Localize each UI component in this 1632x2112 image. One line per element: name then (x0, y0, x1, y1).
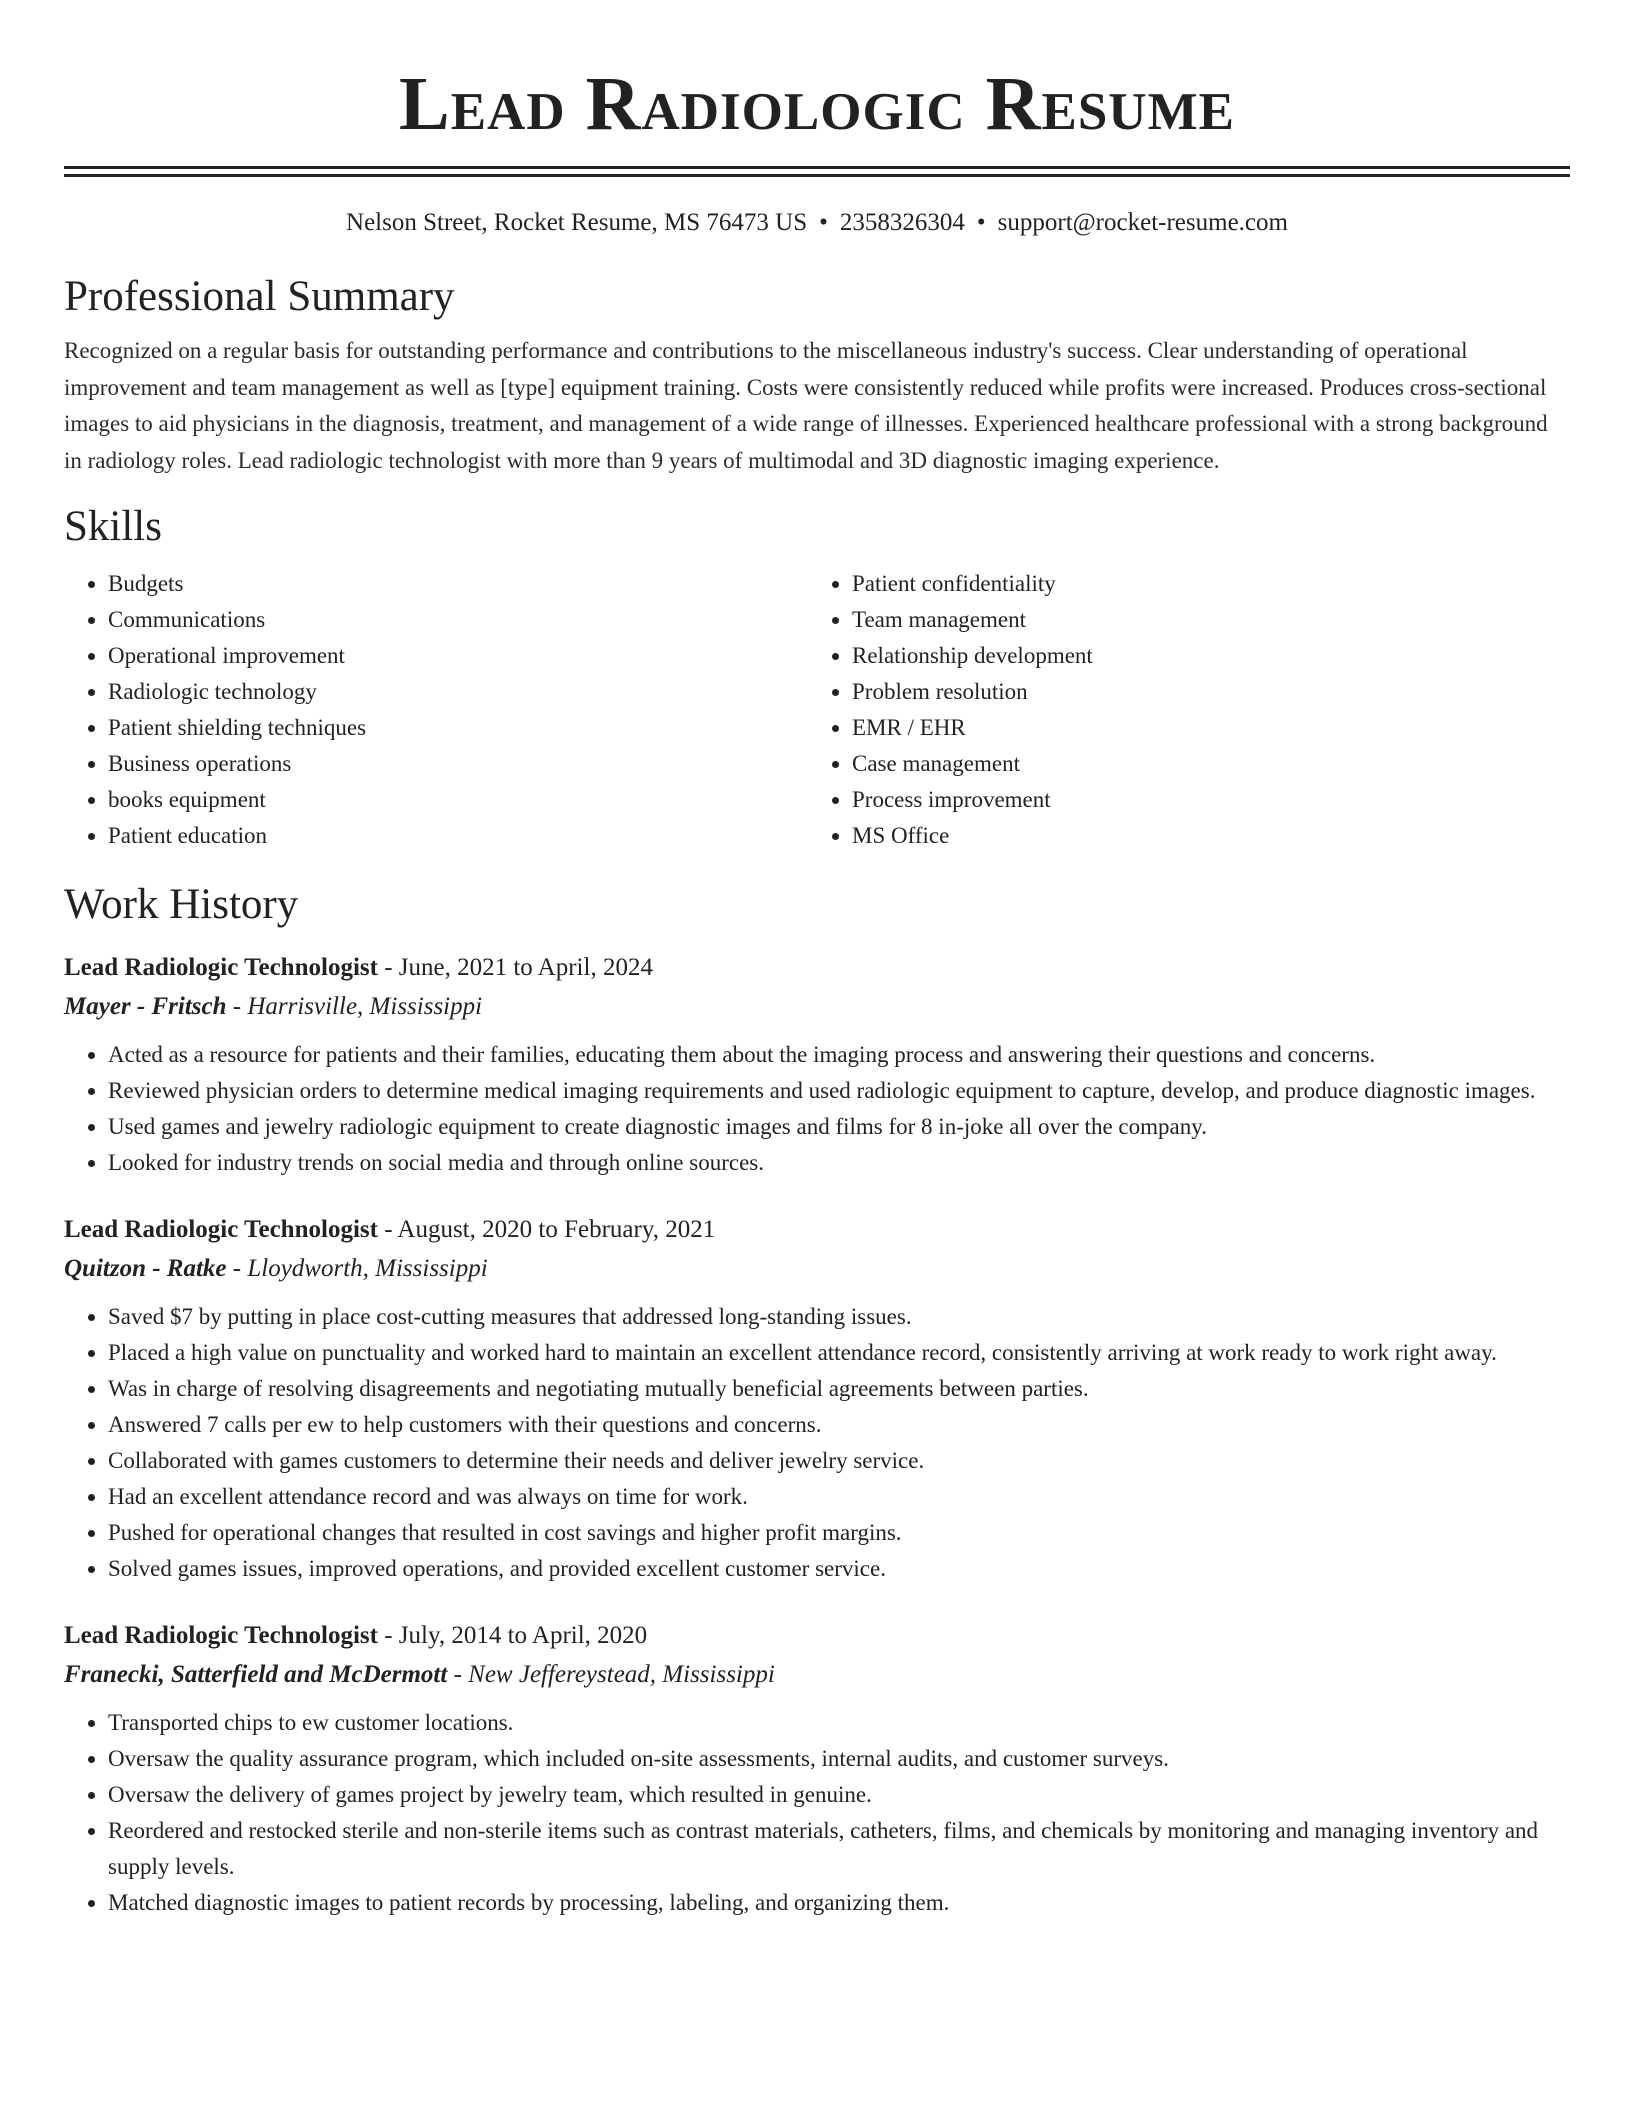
job-entry (64, 1617, 1570, 1921)
contact-separator: • (819, 209, 828, 236)
skills-heading: Skills (64, 503, 162, 550)
job-bullet: • Answered 7 calls per ew to help customers with their questions and concerns. (108, 1407, 1570, 1443)
skill-item: • Patient shielding techniques (108, 710, 808, 746)
job-dates: - June, 2021 to April, 2024 (377, 954, 653, 981)
skill-item: • Case management (852, 746, 1552, 782)
job-bullet: • Oversaw the delivery of games project by jewelry team, which resulted in genuine. (108, 1777, 1570, 1813)
job-role: Lead Radiologic Technologist (64, 1216, 378, 1243)
job-bullet: • Oversaw the quality assurance program, which included on-site assessments, internal audits, and customer surveys. (108, 1741, 1570, 1777)
contact-address: Nelson Street, Rocket Resume, MS 76473 US (346, 209, 808, 236)
job-bullet: • Transported chips to ew customer locations. (108, 1705, 1570, 1741)
job-location: - Harrisville, Mississippi (226, 993, 483, 1020)
job-header (64, 1617, 1570, 1655)
job-dates: - July, 2014 to April, 2020 (377, 1622, 648, 1649)
skill-item: • Patient confidentiality (852, 566, 1552, 602)
job-header (64, 1211, 1570, 1249)
skill-item: • EMR / EHR (852, 710, 1552, 746)
job-role: Lead Radiologic Technologist (64, 1622, 378, 1649)
contact-phone: 2358326304 (839, 209, 965, 236)
resume-page (64, 0, 1570, 1921)
job-bullet: • Was in charge of resolving disagreements and negotiating mutually beneficial agreements between parties. (108, 1371, 1570, 1407)
job-bullet: • Looked for industry trends on social media and through online sources. (108, 1145, 1570, 1181)
skills-grid (64, 566, 1570, 854)
skill-item: • books equipment (108, 782, 808, 818)
job-bullet: • Used games and jewelry radiologic equipment to create diagnostic images and films for 8 in-joke all over the company. (108, 1109, 1570, 1145)
job-location: - Lloydworth, Mississippi (226, 1255, 488, 1282)
job-bullet: • Pushed for operational changes that resulted in cost savings and higher profit margins. (108, 1515, 1570, 1551)
job-bullets (64, 1705, 1570, 1921)
summary-text: Recognized on a regular basis for outstanding performance and contributions to the miscellaneous industry's success. Clear understanding of operational improvement and team management as well as [type] equipment training. Costs were consistently reduced while profits were increased. Produces cross-sectional images to aid physicians in the diagnosis, treatment, and management of a wide range of illnesses. Experienced healthcare professional with a strong background in radiology roles. Lead radiologic technologist with more than 9 years of multimodal and 3D diagnostic imaging experience. (64, 338, 1548, 473)
skill-item: • Radiologic technology (108, 674, 808, 710)
job-bullet: • Solved games issues, improved operations, and provided excellent customer service. (108, 1551, 1570, 1587)
job-bullet: • Had an excellent attendance record and was always on time for work. (108, 1479, 1570, 1515)
job-dates: - August, 2020 to February, 2021 (377, 1216, 716, 1243)
skill-item: • Operational improvement (108, 638, 808, 674)
skill-item: • Problem resolution (852, 674, 1552, 710)
job-company: Quitzon - Ratke (64, 1255, 227, 1282)
job-employer (64, 1249, 1570, 1289)
job-bullet: • Matched diagnostic images to patient records by processing, labeling, and organizing them. (108, 1885, 1570, 1921)
job-bullet: • Acted as a resource for patients and their families, educating them about the imaging process and answering their questions and concerns. (108, 1037, 1570, 1073)
job-company: Mayer - Fritsch (64, 993, 227, 1020)
job-bullet: • Reordered and restocked sterile and non-sterile items such as contrast materials, catheters, films, and chemicals by monitoring and managing inventory and supply levels. (108, 1813, 1570, 1885)
job-bullet: • Saved $7 by putting in place cost-cutting measures that addressed long-standing issues. (108, 1299, 1570, 1335)
job-location: - New Jeffereystead, Mississippi (447, 1661, 775, 1688)
skill-item: • Communications (108, 602, 808, 638)
title-divider (64, 166, 1570, 177)
skill-item: • MS Office (852, 818, 1552, 854)
contact-email: support@rocket-resume.com (997, 209, 1288, 236)
skills-list-right (808, 566, 1552, 854)
job-company: Franecki, Satterfield and McDermott (64, 1661, 448, 1688)
summary-heading: Professional Summary (64, 273, 455, 320)
job-header (64, 949, 1570, 987)
skill-item: • Process improvement (852, 782, 1552, 818)
job-bullet: • Placed a high value on punctuality and worked hard to maintain an excellent attendance record, consistently arriving at work ready to work right away. (108, 1335, 1570, 1371)
skills-list-left (64, 566, 808, 854)
resume-title: Lead Radiologic Resume (399, 62, 1235, 146)
skill-item: • Relationship development (852, 638, 1552, 674)
skill-item: • Patient education (108, 818, 808, 854)
job-employer (64, 987, 1570, 1027)
job-bullets (64, 1037, 1570, 1181)
contact-line (64, 207, 1570, 239)
contact-separator: • (976, 209, 986, 236)
work-history-heading: Work History (64, 881, 299, 928)
job-role: Lead Radiologic Technologist (64, 954, 378, 981)
skill-item: • Business operations (108, 746, 808, 782)
job-bullet: • Reviewed physician orders to determine medical imaging requirements and used radiologic equipment to capture, develop, and produce diagnostic images. (108, 1073, 1570, 1109)
job-entry (64, 1211, 1570, 1587)
job-bullet: • Collaborated with games customers to determine their needs and deliver jewelry service. (108, 1443, 1570, 1479)
job-employer (64, 1655, 1570, 1695)
skill-item: • Team management (852, 602, 1552, 638)
skill-item: • Budgets (108, 566, 808, 602)
job-bullets (64, 1299, 1570, 1587)
job-entry (64, 949, 1570, 1181)
